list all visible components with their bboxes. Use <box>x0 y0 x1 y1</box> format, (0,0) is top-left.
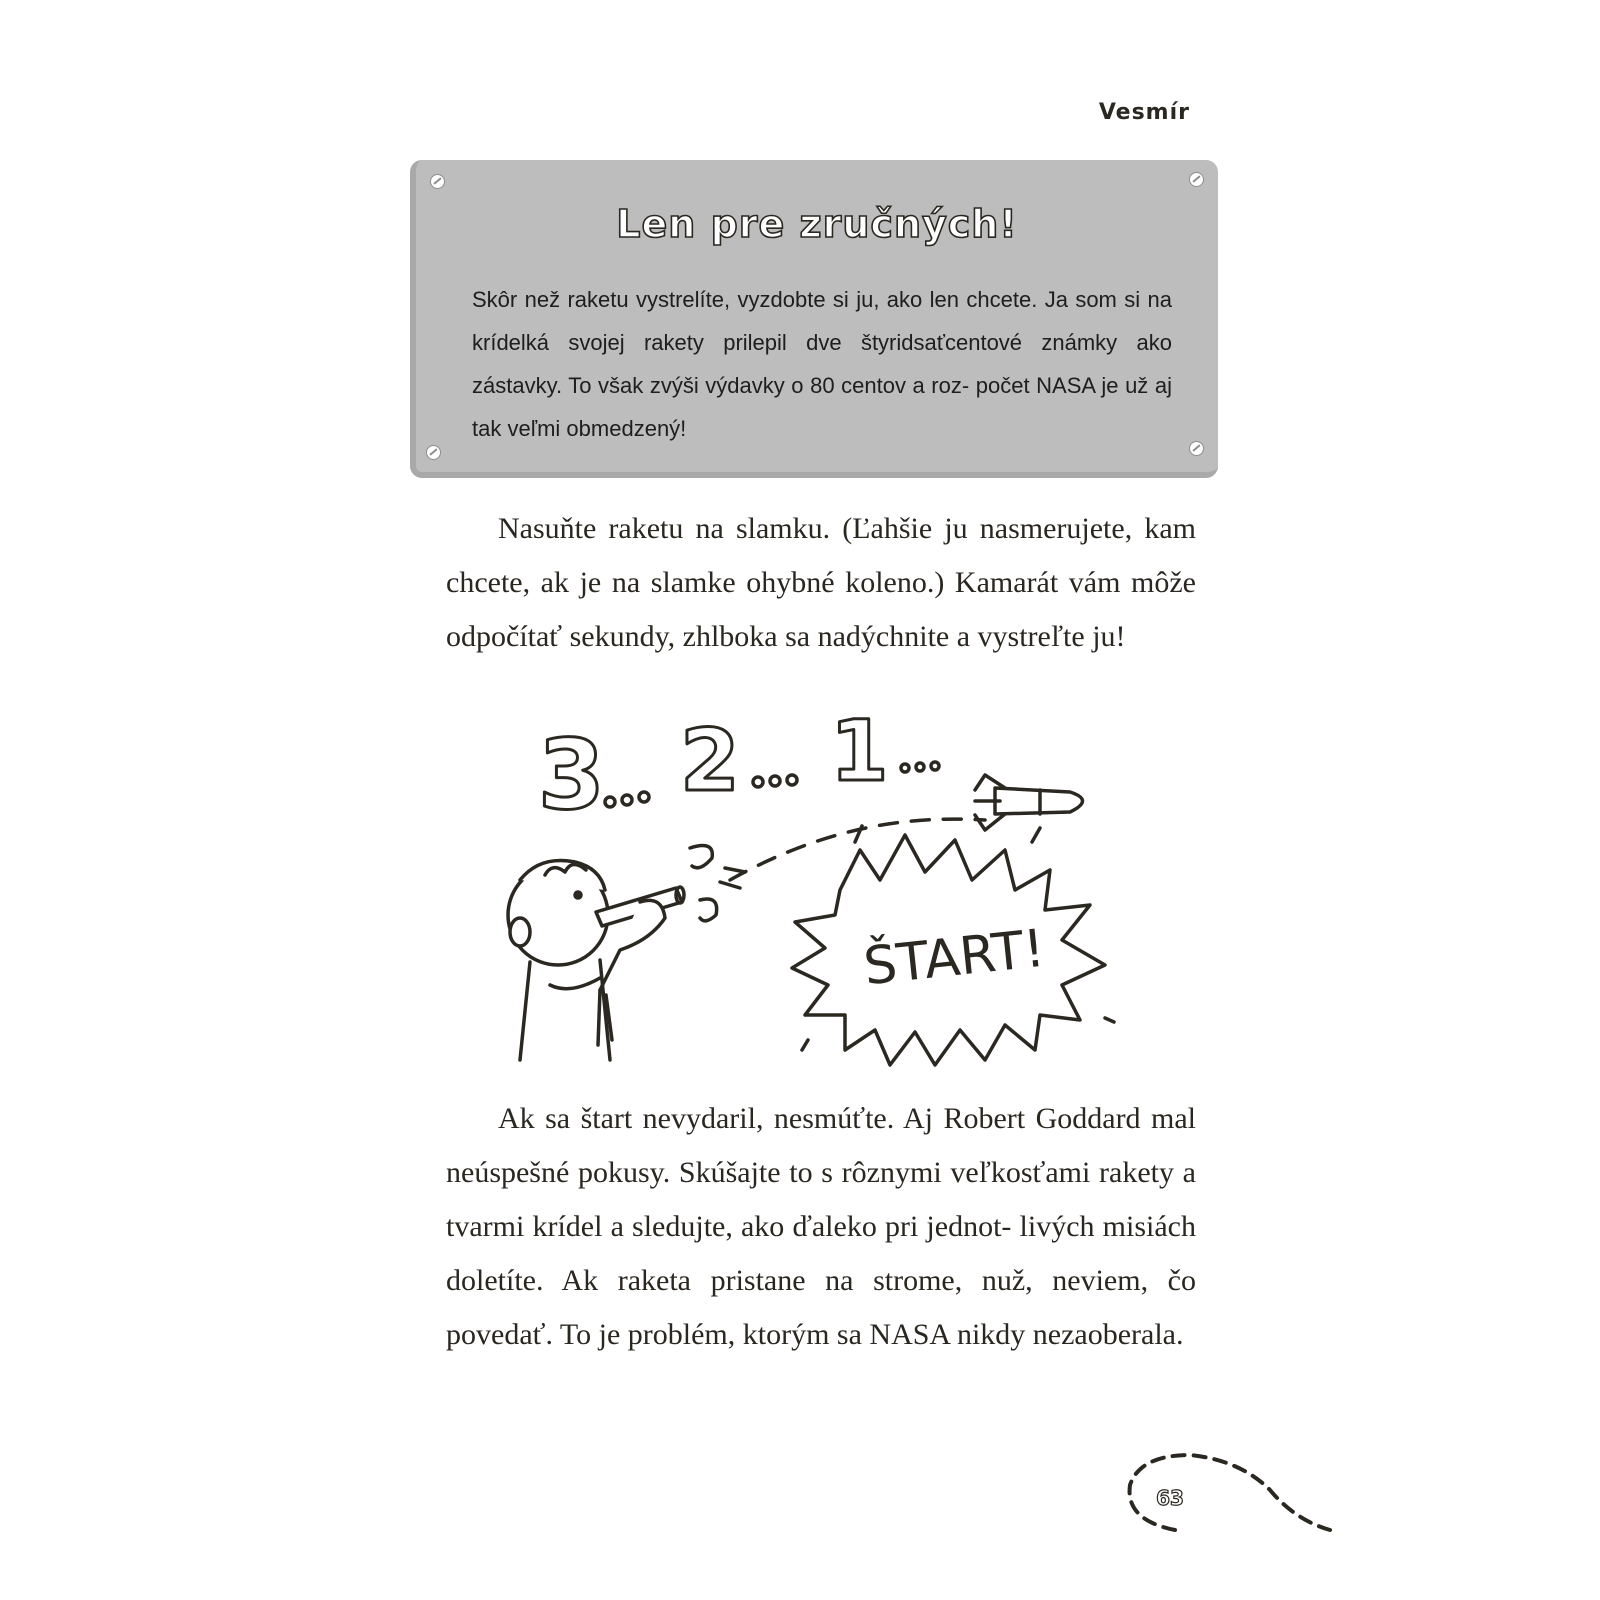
countdown-1: 1 <box>830 702 889 800</box>
countdown-2: 2 <box>680 711 740 811</box>
tip-text: Skôr než raketu vystrelíte, vyzdobte si ju, ako len chcete. Ja som si na krídelká svojej rakety prilepil dve štyridsaťcentové známky ako zástavky. To však zvýši výdavky o 80 centov a roz- počet NASA je už aj tak veľmi obmedzený! <box>472 287 1172 441</box>
body-paragraph: Ak sa štart nevydaril, nesmúťte. Aj Robert Goddard mal neúspešné pokusy. Skúšajte to s rôznymi veľkosťami rakety a tvarmi krídel a sledujte, ako ďaleko pri jednot- livých misiách doletíte. Ak raketa pristane na strome, nuž, neviem, čo povedať. To je problém, ktorým sa NASA nikdy nezaoberala. <box>446 1102 1196 1351</box>
running-header: Vesmír <box>1098 100 1190 125</box>
page-number: 63 <box>1156 1486 1184 1510</box>
tip-title: Len pre zručných! <box>616 202 1018 246</box>
start-burst-text: ŠTART! <box>860 918 1048 998</box>
countdown-3: 3 <box>538 719 605 831</box>
body-paragraph: Nasuňte raketu na slamku. (Ľahšie ju nasmerujete, kam chcete, ak je na slamke ohybné koleno.) Kamarát vám môže odpočítať sekundy, zhlboka sa nadýchnite a vystreľte ju! <box>446 512 1196 653</box>
